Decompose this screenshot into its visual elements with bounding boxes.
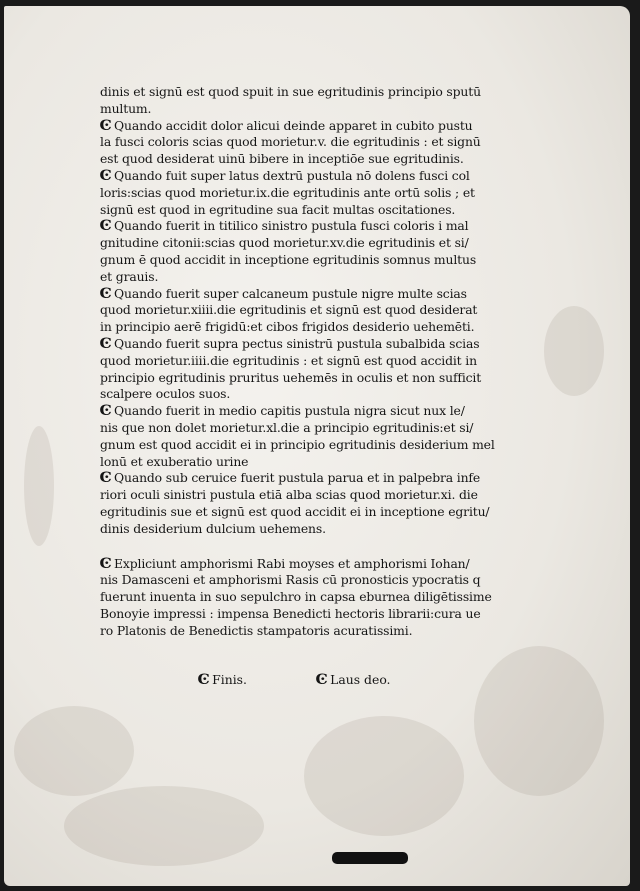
finis-label: Ͼ Finis.	[197, 672, 247, 688]
text-line: gnitudine citonii:scias quod morietur.xv.die egritudinis et si/	[100, 235, 469, 251]
paragraph-first-line: Ͼ Quando fuerit supra pectus sinistrū pustula subalbida scias	[99, 335, 480, 352]
text-line: gnum ē quod accidit in inceptione egritudinis somnus multus	[100, 251, 477, 267]
text-line: multum.	[100, 100, 152, 116]
text-line: nis que non dolet morietur.xl.die a principio egritudinis:et si/	[100, 419, 474, 435]
paragraph-first-line: Ͼ Quando fuerit in medio capitis pustula nigra sicut nux le/	[99, 403, 465, 420]
paragraph-mark-icon: Ͼ	[99, 167, 112, 184]
colophon-line: nis Damasceni et amphorismi Rasis cū pronosticis ypocratis q	[100, 572, 481, 588]
text-line: signū est quod in egritudine sua facit multas oscitationes.	[100, 201, 456, 217]
colophon-first-line: Ͼ Expliciunt amphorismi Rabi moyses et amphorismi Iohan/	[99, 555, 470, 572]
text-line: gnum est quod accidit ei in principio egritudinis desiderium mel	[100, 436, 495, 452]
text-line: scalpere oculos suos.	[100, 386, 231, 402]
paragraph-first-line: Ͼ Quando fuit super latus dextrū pustula nō dolens fusci col	[99, 167, 470, 184]
text-line: egritudinis sue et signū est quod accidit ei in inceptione egritu/	[100, 503, 490, 519]
text-line: et grauis.	[100, 268, 159, 284]
paragraph-mark-icon: Ͼ	[99, 335, 112, 352]
paragraph-mark-icon: Ͼ	[99, 403, 112, 420]
paragraph-first-line: Ͼ Quando fuerit in titilico sinistro pustula fusci coloris i mal	[99, 218, 469, 235]
paragraph-mark-icon: Ͼ	[99, 555, 112, 572]
text-line: principio egritudinis pruritus uehemēs in oculis et non sufficit	[100, 369, 482, 385]
closing-row	[198, 672, 418, 690]
paragraph-first-line: Ͼ Quando accidit dolor alicui deinde apparet in cubito pustu	[99, 117, 473, 134]
paragraph-first-line: Ͼ Quando fuerit super calcaneum pustule nigre multe scias	[99, 285, 467, 302]
text-line: lonū et exuberatio urine	[100, 453, 249, 469]
laus-deo-label: Ͼ Laus deo.	[315, 672, 391, 688]
text-block	[100, 84, 500, 640]
text-line: quod morietur.iiii.die egritudinis : et signū est quod accidit in	[100, 352, 477, 368]
text-line: loris:scias quod morietur.ix.die egritudinis ante ortū solis ; et	[100, 184, 475, 200]
text-line: quod morietur.xiiii.die egritudinis et signū est quod desiderat	[100, 302, 478, 318]
paragraph-mark-icon: Ͼ	[99, 218, 112, 235]
colophon-line: ro Platonis de Benedictis stampatoris acuratissimi.	[100, 622, 413, 638]
paragraph-mark-icon: Ͼ	[315, 672, 328, 688]
text-line: riori oculi sinistri pustula etiā alba scias quod morietur.xi. die	[100, 487, 478, 503]
text-line: in principio aerē frigidū:et cibos frigidos desiderio uehemēti.	[100, 319, 475, 335]
text-line: la fusci coloris scias quod morietur.v. die egritudinis : et signū	[100, 134, 481, 150]
paragraph-mark-icon: Ͼ	[197, 672, 210, 688]
colophon-line: Bonoуie impressi : impensa Benedicti hectoris librarii:cura ue	[100, 605, 481, 621]
manuscript-page	[4, 6, 630, 886]
paragraph-mark-icon: Ͼ	[99, 285, 112, 302]
paragraph-first-line: Ͼ Quando sub ceruice fuerit pustula parua et in palpebra infe	[99, 470, 481, 487]
paragraph-mark-icon: Ͼ	[99, 117, 112, 134]
paragraph-mark-icon: Ͼ	[99, 470, 112, 487]
text-line: dinis desiderium dulcium uehemens.	[100, 520, 326, 536]
text-line: est quod desiderat uinū bibere in inceptiōe sue egritudinis.	[100, 151, 464, 167]
text-line: dinis et signū est quod spuit in sue egritudinis principio sputū	[100, 84, 481, 99]
ink-blot	[332, 852, 408, 864]
colophon-line: fuerunt inuenta in suo sepulchro in capsa eburnea diligētissime	[100, 589, 492, 605]
